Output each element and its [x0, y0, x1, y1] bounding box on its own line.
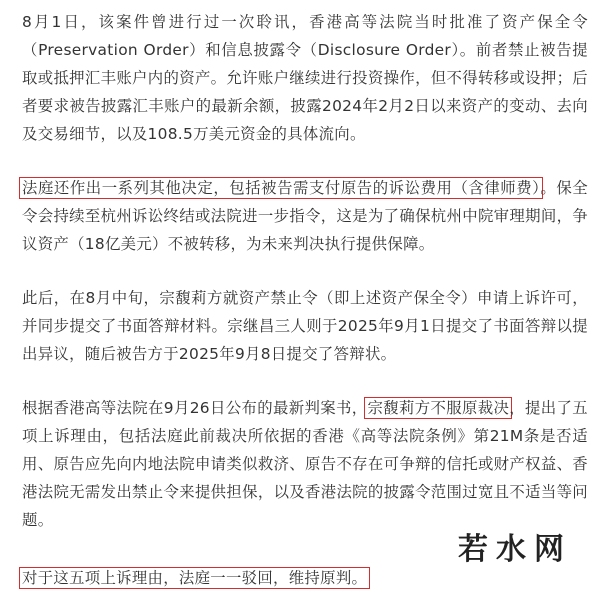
paragraph-appeal-application: 此后，在8月中旬，宗馥莉方就资产禁止令（即上述资产保全令）申请上诉许可，并同步提交了书面答辩材料。宗继昌三人则于2025年9月1日提交了书面答辩以提出异议，随后被告方于2025年9月8日提交了答辩状。: [22, 289, 588, 363]
paragraph-conclusion: [22, 564, 588, 592]
paragraph-appeal-grounds-rest: ，提出了五项上诉理由，包括法庭此前裁决所依据的香港《高等法院条例》第21M条是否适用、原告应先向内地法院申请类似救济、原告不存在可争辩的信托或财产权益、香港法院无需发出禁止令来提供担保，以及香港法院的披露令范围过宽且不适当等问题。: [22, 399, 588, 529]
paragraph-hearing: 8月1日，该案件曾进行过一次聆讯，香港高等法院当时批准了资产保全令（Preservation Order）和信息披露令（Disclosure Order）。前者禁止被告提取或抵押汇丰账户内的资产。允许账户继续进行投资操作，但不得转移或设押；后者要求被告披露汇丰账户的最新余额，披露2024年2月2日以来资产的变动、去向及交易细节，以及108.5万美元资金的具体流向。: [22, 13, 588, 143]
paragraph-appeal-grounds-lead: 根据香港高等法院在9月26日公布的最新判案书，: [22, 399, 368, 417]
site-watermark-logo: 若水网: [458, 532, 572, 567]
highlight-appeal-dismissed: 对于这五项上诉理由，法庭一一驳回，维持原判。: [19, 567, 370, 589]
article-body: [22, 0, 588, 592]
paragraph-appeal-grounds: [22, 394, 588, 534]
paragraph-court-decisions: [22, 174, 588, 258]
highlight-disagrees-ruling: 宗馥莉方不服原裁决: [364, 397, 512, 419]
highlight-litigation-costs: 法庭还作出一系列其他决定，包括被告需支付原告的诉讼费用（含律师费）: [19, 177, 543, 199]
paragraph-court-decisions-rest: 。保全令会持续至杭州诉讼终结或法院进一步指令，这是为了确保杭州中院审理期间，争议资产（18亿美元）不被转移，为未来判决执行提供保障。: [22, 179, 588, 253]
